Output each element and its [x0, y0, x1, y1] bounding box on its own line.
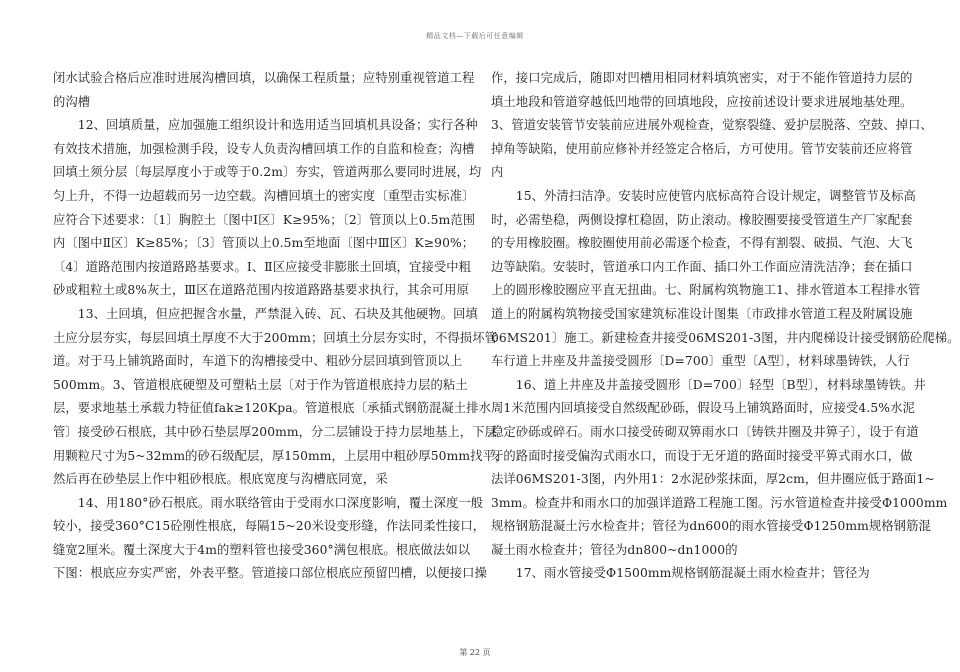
text-line: 应符合下述要求：〔1〕胸腔土〔图中Ⅰ区〕K≥95%；〔2〕管顶以上0.5m范围 — [53, 212, 476, 227]
text-line: 周1米范围内回填接受自然级配砂砾，假设马上铺筑路面时，应接受4.5%水泥 — [491, 401, 915, 416]
text-line: 缝宽2厘米。覆土深度大于4m的塑料管也接受360°满包根底。根底做法如以 — [53, 542, 471, 557]
text-line: 较小，接受360°C15砼刚性根底，每隔15~20米设变形缝，作法同柔性接口， — [53, 519, 486, 534]
text-line: 匀上升，不得一边超载而另一边空载。沟槽回填土的密实度〔重型击实标准〕 — [53, 188, 475, 203]
page-number: 第 22 页 — [459, 648, 491, 657]
text-line: 车行道上井座及井盖接受圆形〔D=700〕重型〔A型〕，材料球墨铸铁，人行 — [491, 354, 910, 369]
text-line: 下图：根底应夯实严密，外表平整。管道接口部位根底应预留凹槽，以便接口操 — [53, 566, 487, 581]
text-line: 法详06MS201-3图，内外用1：2水泥砂浆抹面，厚2cm，但井圈应低于路面1~ — [491, 472, 935, 487]
text-line: 〔4〕道路范围内按道路路基要求。Ⅰ、Ⅱ区应接受非膨胀土回填，宜接受中粗 — [53, 259, 472, 274]
text-line: 上的圆形橡胶圈应平直无扭曲。七、附属构筑物施工1、排水管道本工程排水管 — [491, 283, 921, 298]
text-line: 规格钢筋混凝土污水检查井；管径为dn600的雨水管接受Φ1250mm规格钢筋混 — [491, 519, 931, 534]
text-line: 填土地段和管道穿越低凹地带的回填地段，应按前述设计要求进展地基处理。 — [491, 94, 913, 109]
text-line: 凝土雨水检查井；管径为dn800~dn1000的 — [491, 542, 738, 557]
text-line: 13、土回填，但应把握含水量，严禁混入砖、瓦、石块及其他硬物。回填 — [53, 306, 478, 321]
right-text-column — [491, 67, 960, 586]
text-line: 时，必需垫稳，两侧设撑杠稳固，防止滚动。橡胶圈要接受管道生产厂家配套 — [491, 212, 913, 227]
text-line: 有效技术措施，加强检测手段，设专人负责沟槽回填工作的自监和检查；沟槽 — [53, 141, 475, 156]
text-line: 回填土须分层〔每层厚度小于或等于0.2m〕夯实，管道两那么要同时进展，均 — [53, 165, 482, 180]
text-line: 稳定砂砾或碎石。雨水口接受砖砌双箅雨水口〔铸铁井圈及井箅子〕，设于有道 — [491, 424, 919, 439]
text-line: 土应分层夯实，每层回填土厚度不大于200mm；回填土分层夯实时，不得损坏管 — [53, 330, 497, 345]
text-line: 用颗粒尺寸为5~32mm的砂石级配层，厚150mm，上层用中粗砂厚50mm找平， — [53, 448, 508, 463]
text-line: 15、外清扫洁净。安装时应使管内底标高符合设计规定，调整管节及标高 — [491, 188, 916, 203]
text-line: 的专用橡胶圈。橡胶圈使用前必需逐个检查，不得有割裂、破损、气泡、大飞 — [491, 236, 913, 251]
text-line: 14、用180°砂石根底。雨水联络管由于受雨水口深度影响，覆土深度一般 — [53, 495, 484, 510]
text-line: 内 — [491, 165, 504, 180]
text-line: 然后再在砂垫层上作中粗砂根底。根底宽度与沟槽底同宽，采 — [53, 472, 388, 487]
text-line: 牙的路面时接受偏沟式雨水口，而设于无牙道的路面时接受平箅式雨水口，做 — [491, 448, 913, 463]
text-line: 道。对于马上铺筑路面时，车道下的沟槽接受中、粗砂分层回填到管顶以上 — [53, 354, 463, 369]
text-line: 闭水试验合格后应准时进展沟槽回填，以确保工程质量；应特别重视管道工程 — [53, 71, 475, 85]
text-line: 的沟槽 — [53, 94, 91, 109]
text-line: 内〔图中Ⅱ区〕K≥85%；〔3〕管顶以上0.5m至地面〔图中Ⅲ区〕K≥90%； — [53, 236, 475, 251]
text-line: 3、管道安装管节安装前应进展外观检查，觉察裂缝、爱护层脱落、空鼓、掉口、 — [491, 118, 933, 133]
text-line: 砂或粗粒土或8%灰土，Ⅲ区在道路范围内按道路路基要求执行，其余可用原 — [53, 283, 469, 298]
text-line: 16、道上井座及井盖接受圆形〔D=700〕轻型〔B型〕，材料球墨铸铁。井 — [491, 377, 926, 392]
text-line: 3mm。检查井和雨水口的加强详道路工程施工图。污水管道检查井接受Φ1000mm — [491, 495, 948, 510]
text-line: 作，接口完成后，随即对凹槽用相同材料填筑密实，对于不能作管道持力层的 — [491, 71, 913, 85]
text-line: 掉角等缺陷，使用前应修补并经签定合格后，方可使用。管节安装前还应将管 — [491, 141, 913, 156]
text-line: 道上的附属构筑物接受国家建筑标准设计图集〔市政排水管道工程及附属设施 — [491, 306, 913, 321]
text-line: 管〕接受砂石根底，其中砂石垫层厚200mm，分二层铺设于持力层地基上，下层 — [53, 424, 497, 439]
text-line: 06MS201〕施工。新建检查井接受06MS201-3图，井内爬梯设计接受钢筋砼爬梯。 — [491, 330, 960, 345]
left-text-column — [53, 67, 508, 586]
text-line: 边等缺陷。安装时，管道承口内工作面、插口外工作面应清洗洁净；套在插口 — [491, 259, 913, 274]
page-header: 精品文档—下载后可任意编辑 — [426, 32, 524, 40]
text-line: 17、雨水管接受Φ1500mm规格钢筋混凝土雨水检查井；管径为 — [491, 566, 870, 581]
text-line: 500mm。3、管道根底硬塑及可塑粘土层〔对于作为管道根底持力层的粘土 — [53, 377, 468, 392]
text-line: 12、回填质量，应加强施工组织设计和选用适当回填机具设备；实行各种 — [53, 118, 478, 133]
text-line: 层，要求地基土承载力特征值fak≥120Kpa。管道根底〔承插式钢筋混凝土排水 — [53, 401, 492, 416]
